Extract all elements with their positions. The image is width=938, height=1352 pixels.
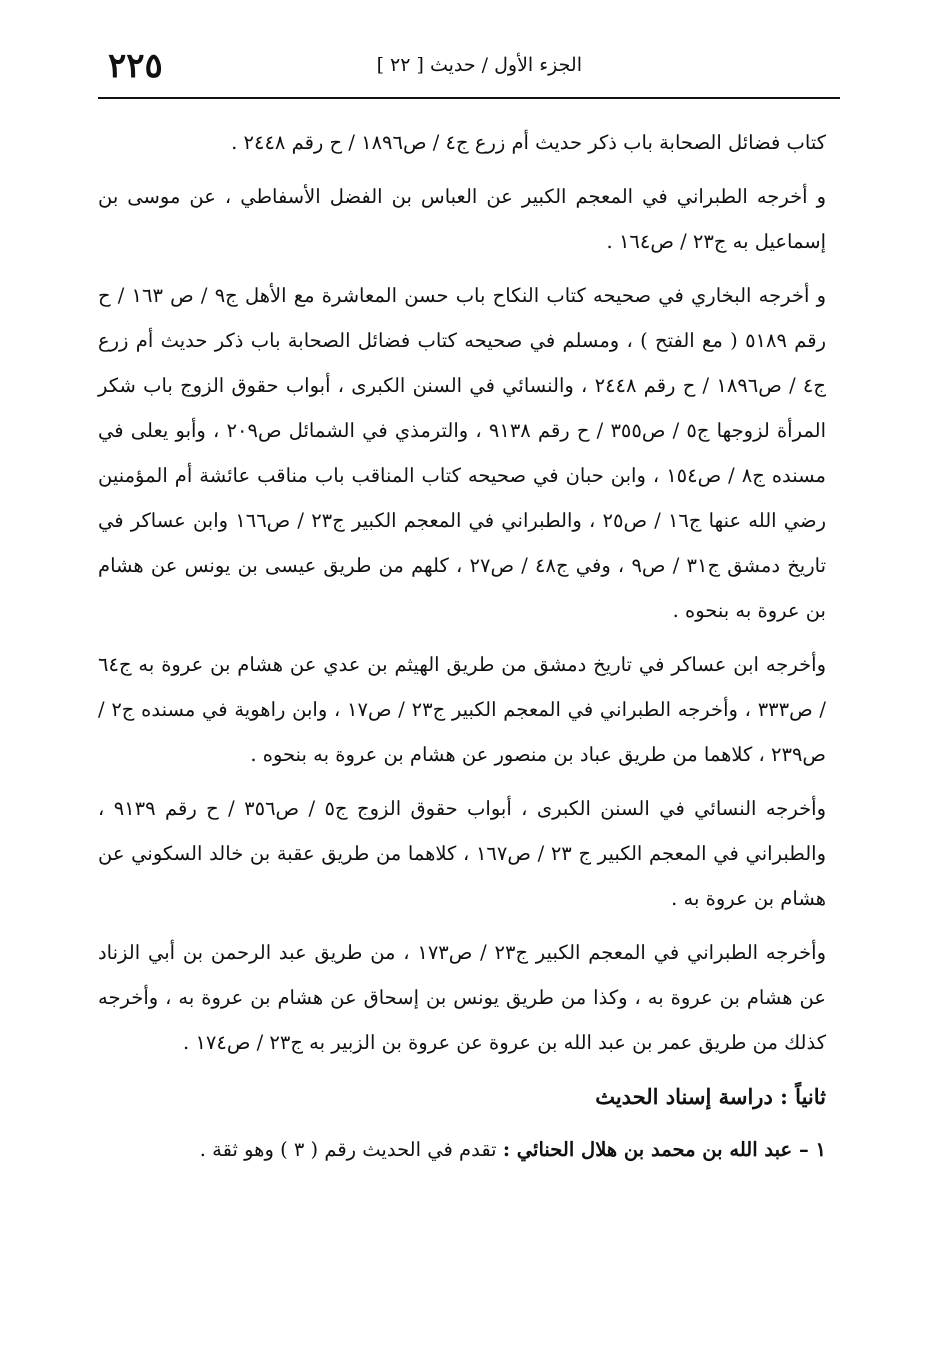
narrator-item [98, 1127, 826, 1172]
section-heading: ثانياً : دراسة إسناد الحديث [595, 1084, 826, 1109]
narrator-description: تقدم في الحديث رقم ( ٣ ) وهو ثقة . [199, 1138, 503, 1161]
main-text [98, 120, 826, 1172]
running-title: الجزء الأول / حديث [ ٢٢ ] [376, 54, 582, 76]
header-divider [98, 97, 840, 99]
paragraph-3: و أخرجه البخاري في صحيحه كتاب النكاح باب حسن المعاشرة مع الأهل ج٩ / ص ١٦٣ / ح رقم ٥١٨٩ ( مع الفتح ) ، ومسلم في صحيحه كتاب فضائل الصحابة باب ذكر حديث أم زرع ج٤ / ص١٨٩٦ / ح رقم ٢٤٤٨ ، والنسائي في السنن الكبرى ، أبواب حقوق الزوج باب شكر المرأة لزوجها ج٥ / ص٣٥٥ / ح رقم ٩١٣٨ ، والترمذي في الشمائل ص٢٠٩ ، وأبو يعلى في مسنده ج٨ / ص١٥٤ ، وابن حبان في صحيحه كتاب المناقب باب مناقب عائشة أم المؤمنين رضي الله عنها ج١٦ / ص٢٥ ، والطبراني في المعجم الكبير ج٢٣ / ص١٦٦ وابن عساكر في تاريخ دمشق ج٣١ / ص٩ ، وفي ج٤٨ / ص٢٧ ، كلهم من طريق عيسى بن يونس عن هشام بن عروة به بنحوه . [98, 284, 827, 622]
paragraph-2: و أخرجه الطبراني في المعجم الكبير عن العباس بن الفضل الأسفاطي ، عن موسى بن إسماعيل به ج٢٣ / ص١٦٤ . [98, 185, 826, 253]
page-header [98, 46, 840, 94]
page-number: ٢٢٥ [108, 46, 163, 86]
paragraph-4: وأخرجه ابن عساكر في تاريخ دمشق من طريق الهيثم بن عدي عن هشام بن عروة به ج٦٤ / ص٣٣٣ ، وأخرجه الطبراني في المعجم الكبير ج٢٣ / ص١٧ ، وابن راهوية في مسنده ج٢ / ص٢٣٩ ، كلاهما من طريق عباد بن منصور عن هشام بن عروة به بنحوه . [98, 653, 826, 766]
paragraph-1: كتاب فضائل الصحابة باب ذكر حديث أم زرع ج٤ / ص١٨٩٦ / ح رقم ٢٤٤٨ . [231, 131, 826, 154]
paragraph-6: وأخرجه الطبراني في المعجم الكبير ج٢٣ / ص١٧٣ ، من طريق عبد الرحمن بن أبي الزناد عن هشام بن عروة به ، وكذا من طريق يونس بن إسحاق عن هشام بن عروة به ، وأخرجه كذلك من طريق عمر بن عبد الله بن عروة عن عروة بن الزبير به ج٢٣ / ص١٧٤ . [98, 941, 826, 1054]
paragraph-5: وأخرجه النسائي في السنن الكبرى ، أبواب حقوق الزوج ج٥ / ص٣٥٦ / ح رقم ٩١٣٩ ، والطبراني في المعجم الكبير ج ٢٣ / ص١٦٧ ، كلاهما من طريق عقبة بن خالد السكوني عن هشام بن عروة به . [98, 797, 827, 910]
narrator-name: ١ – عبد الله بن محمد بن هلال الحنائي : [502, 1138, 826, 1161]
